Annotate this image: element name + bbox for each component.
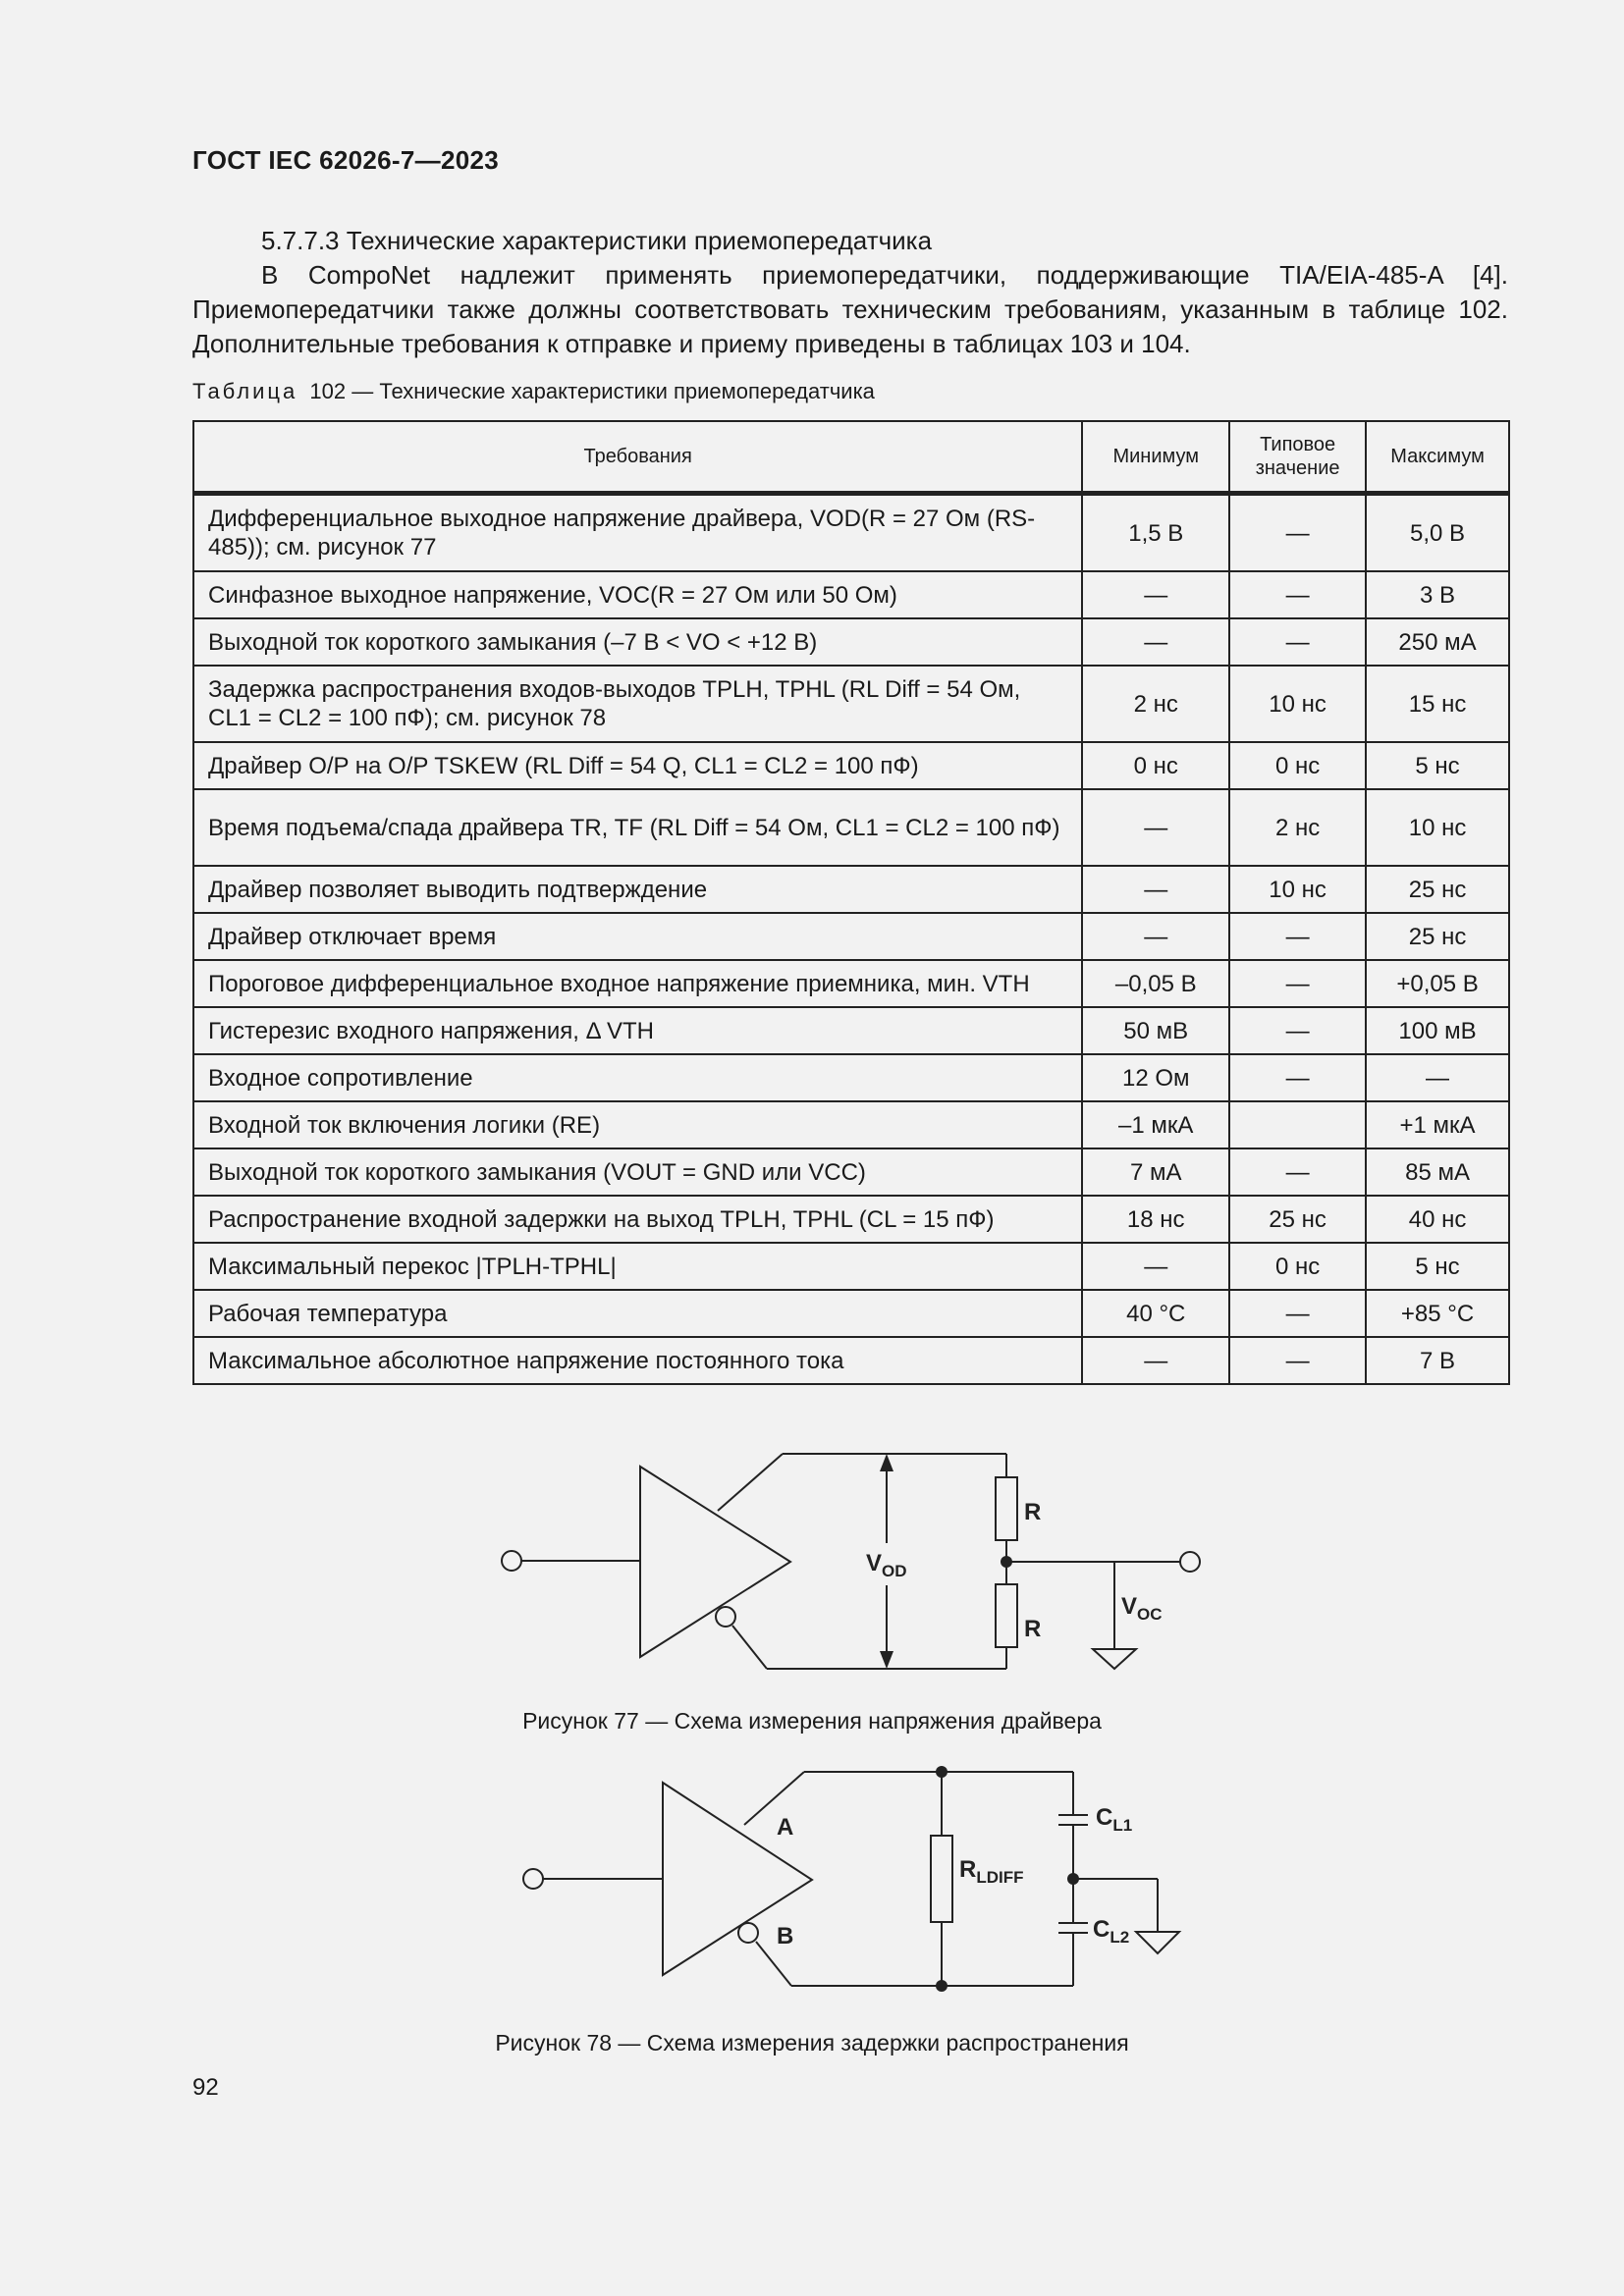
table-row	[193, 1148, 1509, 1196]
cell-maximum: 25 нс	[1366, 866, 1509, 913]
cell-typical: —	[1229, 571, 1366, 618]
cell-typical: 0 нс	[1229, 742, 1366, 789]
cell-minimum: 18 нс	[1082, 1196, 1229, 1243]
table-row	[193, 494, 1509, 572]
table-row	[193, 1243, 1509, 1290]
header-typical: Типовое значение	[1229, 421, 1366, 494]
cell-requirement: Выходной ток короткого замыкания (–7 В < VO < +12 В)	[193, 618, 1082, 666]
cell-requirement: Входное сопротивление	[193, 1054, 1082, 1101]
cell-maximum: 85 мА	[1366, 1148, 1509, 1196]
cell-maximum: 10 нс	[1366, 789, 1509, 866]
page-number: 92	[192, 2074, 219, 2101]
cell-minimum: —	[1082, 789, 1229, 866]
cell-typical: 10 нс	[1229, 666, 1366, 742]
figure-77-diagram	[471, 1433, 1237, 1679]
inverting-output-bubble	[738, 1923, 758, 1943]
label-cl1: $C_{L1}$	[1096, 1804, 1133, 1835]
cell-maximum: 15 нс	[1366, 666, 1509, 742]
output-terminal	[1180, 1552, 1200, 1572]
cell-minimum: 12 Ом	[1082, 1054, 1229, 1101]
cell-typical: 10 нс	[1229, 866, 1366, 913]
label-r-bottom: R	[1024, 1616, 1042, 1642]
table-caption-prefix: Таблица	[192, 379, 298, 403]
table-row	[193, 618, 1509, 666]
table-row	[193, 571, 1509, 618]
label-cl2: $C_{L2}$	[1093, 1916, 1130, 1947]
cell-requirement: Рабочая температура	[193, 1290, 1082, 1337]
table-row	[193, 1007, 1509, 1054]
table-row	[193, 1196, 1509, 1243]
cell-typical: 25 нс	[1229, 1196, 1366, 1243]
cell-minimum: 50 мВ	[1082, 1007, 1229, 1054]
cell-typical: —	[1229, 1148, 1366, 1196]
input-terminal	[502, 1551, 521, 1571]
cell-requirement: Максимальный перекос |TPLH-TPHL|	[193, 1243, 1082, 1290]
cell-requirement: Задержка распространения входов-выходов TPLH, TPHL (RL Diff = 54 Ом, CL1 = CL2 = 100 пФ); см. рисунок 78	[193, 666, 1082, 742]
cell-minimum: 1,5 В	[1082, 494, 1229, 572]
cell-typical: —	[1229, 960, 1366, 1007]
table-body	[193, 494, 1509, 1385]
header-requirements: Требования	[193, 421, 1082, 494]
table-row	[193, 789, 1509, 866]
cell-maximum: 5 нс	[1366, 1243, 1509, 1290]
cell-maximum: 40 нс	[1366, 1196, 1509, 1243]
cell-maximum: 250 мА	[1366, 618, 1509, 666]
cell-maximum: 5,0 В	[1366, 494, 1509, 572]
header-maximum: Максимум	[1366, 421, 1509, 494]
cell-minimum: 40 °C	[1082, 1290, 1229, 1337]
table-row	[193, 1290, 1509, 1337]
figure-78-caption: Рисунок 78 — Схема измерения задержки распространения	[495, 2030, 1129, 2056]
cell-typical: —	[1229, 913, 1366, 960]
input-terminal	[523, 1869, 543, 1889]
cell-minimum: –1 мкА	[1082, 1101, 1229, 1148]
ground-symbol	[1093, 1649, 1136, 1669]
table-row	[193, 866, 1509, 913]
cell-typical: —	[1229, 494, 1366, 572]
cell-requirement: Драйвер отключает время	[193, 913, 1082, 960]
cell-minimum: —	[1082, 1243, 1229, 1290]
cell-minimum: —	[1082, 866, 1229, 913]
table-row	[193, 960, 1509, 1007]
cell-maximum: +1 мкА	[1366, 1101, 1509, 1148]
section-5-7-7-3	[192, 224, 1508, 361]
label-a: A	[777, 1814, 794, 1841]
table-row	[193, 1054, 1509, 1101]
cell-maximum: +85 °C	[1366, 1290, 1509, 1337]
table-header-row	[193, 421, 1509, 494]
table-row	[193, 742, 1509, 789]
cell-requirement: Распространение входной задержки на выход TPLH, TPHL (CL = 15 пФ)	[193, 1196, 1082, 1243]
cell-typical: —	[1229, 1290, 1366, 1337]
cell-requirement: Драйвер O/P на O/P TSKEW (RL Diff = 54 Q, CL1 = CL2 = 100 пФ)	[193, 742, 1082, 789]
cell-minimum: 0 нс	[1082, 742, 1229, 789]
cell-typical: —	[1229, 1007, 1366, 1054]
table-caption	[192, 379, 875, 404]
cell-maximum: +0,05 В	[1366, 960, 1509, 1007]
cell-requirement: Драйвер позволяет выводить подтверждение	[193, 866, 1082, 913]
transceiver-spec-table	[192, 420, 1510, 1385]
cell-typical: —	[1229, 1337, 1366, 1384]
cell-maximum: 100 мВ	[1366, 1007, 1509, 1054]
label-b: B	[777, 1923, 794, 1949]
label-r-top: R	[1024, 1499, 1042, 1525]
cell-minimum: 2 нс	[1082, 666, 1229, 742]
cell-maximum: 3 В	[1366, 571, 1509, 618]
section-heading: 5.7.7.3 Технические характеристики приемопередатчика	[261, 226, 933, 255]
cell-minimum: —	[1082, 913, 1229, 960]
label-voc: $V_{OC}$	[1121, 1593, 1163, 1624]
cell-requirement: Дифференциальное выходное напряжение драйвера, VOD(R = 27 Ом (RS-485)); см. рисунок 77	[193, 494, 1082, 572]
label-rldiff: $R_{LDIFF}$	[959, 1856, 1024, 1887]
table-row	[193, 666, 1509, 742]
figure-77-caption: Рисунок 77 — Схема измерения напряжения драйвера	[522, 1708, 1102, 1734]
cell-minimum: —	[1082, 571, 1229, 618]
ground-symbol	[1136, 1932, 1179, 1953]
cell-typical: 0 нс	[1229, 1243, 1366, 1290]
figure-78-diagram	[491, 1757, 1218, 2002]
cell-requirement: Максимальное абсолютное напряжение постоянного тока	[193, 1337, 1082, 1384]
cell-requirement: Входной ток включения логики (RE)	[193, 1101, 1082, 1148]
resistor-rldiff	[931, 1836, 952, 1922]
cell-requirement: Пороговое дифференциальное входное напряжение приемника, мин. VTH	[193, 960, 1082, 1007]
cell-minimum: —	[1082, 618, 1229, 666]
table-row	[193, 1337, 1509, 1384]
resistor-top	[996, 1477, 1017, 1540]
cell-maximum: 5 нс	[1366, 742, 1509, 789]
table-row	[193, 1101, 1509, 1148]
table-row	[193, 913, 1509, 960]
section-paragraph: В CompoNet надлежит применять приемопередатчики, поддерживающие TIA/EIA-485-A [4]. Приемопередатчики также должны соответствовать техническим требованиям, указанным в таблице 102. Дополнительные требования к отправке и приему приведены в таблицах 103 и 104.	[192, 260, 1508, 358]
inverting-output-bubble	[716, 1607, 735, 1627]
cell-typical	[1229, 1101, 1366, 1148]
table-caption-text: 102 — Технические характеристики приемопередатчика	[309, 379, 875, 403]
driver-triangle	[640, 1467, 790, 1657]
cell-minimum: 7 мА	[1082, 1148, 1229, 1196]
cell-typical: —	[1229, 618, 1366, 666]
resistor-bottom	[996, 1584, 1017, 1647]
label-vod: $V_{OD}$	[866, 1550, 907, 1580]
cell-minimum: —	[1082, 1337, 1229, 1384]
cell-typical: 2 нс	[1229, 789, 1366, 866]
cell-maximum: 7 В	[1366, 1337, 1509, 1384]
header-minimum: Минимум	[1082, 421, 1229, 494]
cell-requirement: Синфазное выходное напряжение, VOC(R = 27 Ом или 50 Ом)	[193, 571, 1082, 618]
cell-typical: —	[1229, 1054, 1366, 1101]
cell-maximum: —	[1366, 1054, 1509, 1101]
cell-minimum: –0,05 В	[1082, 960, 1229, 1007]
cell-requirement: Гистерезис входного напряжения, Δ VTH	[193, 1007, 1082, 1054]
cell-requirement: Время подъема/спада драйвера TR, TF (RL Diff = 54 Ом, CL1 = CL2 = 100 пФ)	[193, 789, 1082, 866]
cell-requirement: Выходной ток короткого замыкания (VOUT = GND или VCC)	[193, 1148, 1082, 1196]
document-header: ГОСТ IEC 62026-7—2023	[192, 145, 499, 175]
cell-maximum: 25 нс	[1366, 913, 1509, 960]
